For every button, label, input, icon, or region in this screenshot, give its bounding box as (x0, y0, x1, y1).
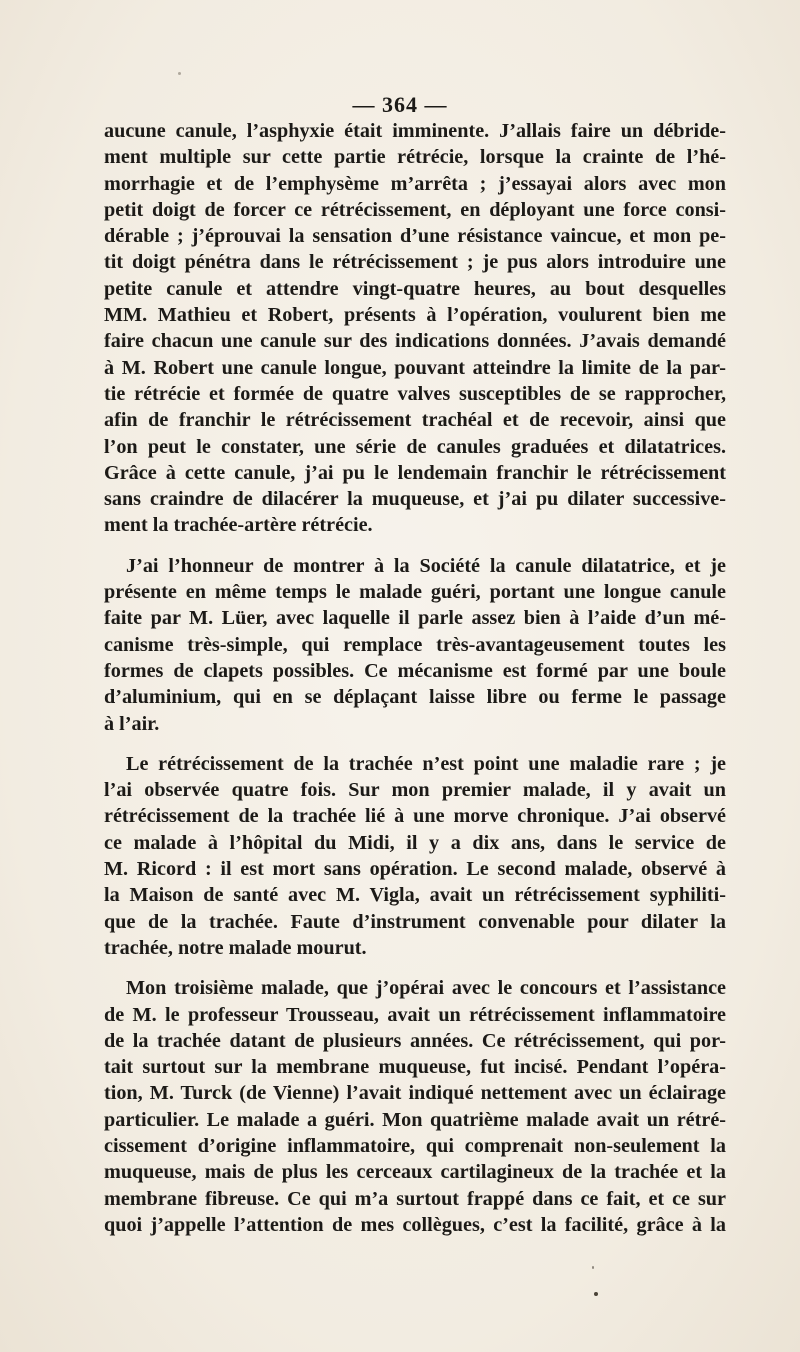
text-line: tait surtout sur la membrane muqueuse, fut incisé. Pendant l’opéra- (104, 1056, 726, 1079)
text-line: que de la trachée. Faute d’instrument convenable pour dilater la (104, 910, 726, 933)
text-line: dérable ; j’éprouvai la sensation d’une résistance vaincue, et mon pe- (104, 225, 726, 248)
text-line: afin de franchir le rétrécissement trachéal et de recevoir, ainsi que (104, 409, 726, 432)
text-line: Le rétrécissement de la trachée n’est point une maladie rare ; je (126, 752, 726, 775)
text-line: de M. le professeur Trousseau, avait un rétrécissement inflammatoire (104, 1003, 726, 1026)
text-line: de la trachée datant de plusieurs années. Ce rétrécissement, qui por- (104, 1029, 726, 1052)
text-line: faite par M. Lüer, avec laquelle il parle assez bien à l’aide d’un mé- (104, 607, 726, 630)
text-line: l’ai observée quatre fois. Sur mon premier malade, il y avait un (104, 779, 726, 802)
text-line: la Maison de santé avec M. Vigla, avait un rétrécissement syphiliti- (104, 884, 726, 907)
body-text (104, 118, 726, 1238)
text-line: formes de clapets possibles. Ce mécanisme est formé par une boule (104, 659, 726, 682)
text-line: canisme très-simple, qui remplace très-avantageusement toutes les (104, 633, 726, 656)
text-line: particulier. Le malade a guéri. Mon quatrième malade avait un rétré- (104, 1108, 726, 1131)
text-line: petite canule et attendre vingt-quatre heures, au bout desquelles (104, 277, 726, 300)
text-line: Grâce à cette canule, j’ai pu le lendemain franchir le rétrécissement (104, 461, 726, 484)
text-line: aucune canule, l’asphyxie était imminente. J’allais faire un débride- (104, 120, 726, 142)
text-line: membrane fibreuse. Ce qui m’a surtout frappé dans ce fait, et ce sur (104, 1187, 726, 1210)
text-line: Mon troisième malade, que j’opérai avec le concours et l’assistance (126, 977, 726, 1000)
paragraph-1 (104, 118, 726, 539)
text-line: trachée, notre malade mourut. (104, 936, 367, 959)
paper-speck (178, 72, 181, 75)
text-line: morrhagie et de l’emphysème m’arrêta ; j’essayai alors avec mon (104, 172, 726, 195)
text-line: à l’air. (104, 712, 160, 735)
text-line: l’on peut le constater, une série de canules graduées et dilatatrices. (104, 435, 726, 458)
paragraph-4 (104, 975, 726, 1238)
text-line: M. Ricord : il est mort sans opération. Le second malade, observé à (104, 858, 726, 881)
text-line: faire chacun une canule sur des indications données. J’avais demandé (104, 330, 726, 353)
text-line: tie rétrécie et formée de quatre valves susceptibles de se rapprocher, (104, 382, 726, 405)
paragraph-3 (104, 751, 726, 961)
text-line: quoi j’appelle l’attention de mes collègues, c’est la facilité, grâce à la (104, 1213, 726, 1236)
paper-speck (594, 1292, 598, 1296)
text-line: sans craindre de dilacérer la muqueuse, et j’ai pu dilater successive- (104, 488, 726, 511)
paragraph-2 (104, 553, 726, 737)
text-line: ce malade à l’hôpital du Midi, il y a dix ans, dans le service de (104, 831, 726, 854)
text-line: présente en même temps le malade guéri, portant une longue canule (104, 581, 726, 604)
paper-speck (592, 1266, 594, 1269)
text-line: tion, M. Turck (de Vienne) l’avait indiqué nettement avec un éclairage (104, 1082, 726, 1105)
text-line: muqueuse, mais de plus les cerceaux cartilagineux de la trachée et la (104, 1161, 726, 1184)
text-line: cissement d’origine inflammatoire, qui comprenait non-seulement la (104, 1134, 726, 1157)
text-line: à M. Robert une canule longue, pouvant atteindre la limite de la par- (104, 356, 726, 379)
text-line: d’aluminium, qui en se déplaçant laisse libre ou ferme le passage (104, 686, 726, 709)
text-line: tit doigt pénétra dans le rétrécissement ; je pus alors introduire une (104, 251, 726, 274)
text-line: ment multiple sur cette partie rétrécie, lorsque la crainte de l’hé- (104, 146, 726, 169)
page-number: — 364 — (352, 92, 448, 117)
text-line: rétrécissement de la trachée lié à une morve chronique. J’ai observé (104, 805, 726, 828)
text-line: J’ai l’honneur de montrer à la Société la canule dilatatrice, et je (126, 554, 726, 577)
text-line: petit doigt de forcer ce rétrécissement, en déployant une force consi- (104, 198, 726, 221)
text-line: ment la trachée-artère rétrécie. (104, 514, 373, 537)
text-line: MM. Mathieu et Robert, présents à l’opération, voulurent bien me (104, 304, 726, 327)
